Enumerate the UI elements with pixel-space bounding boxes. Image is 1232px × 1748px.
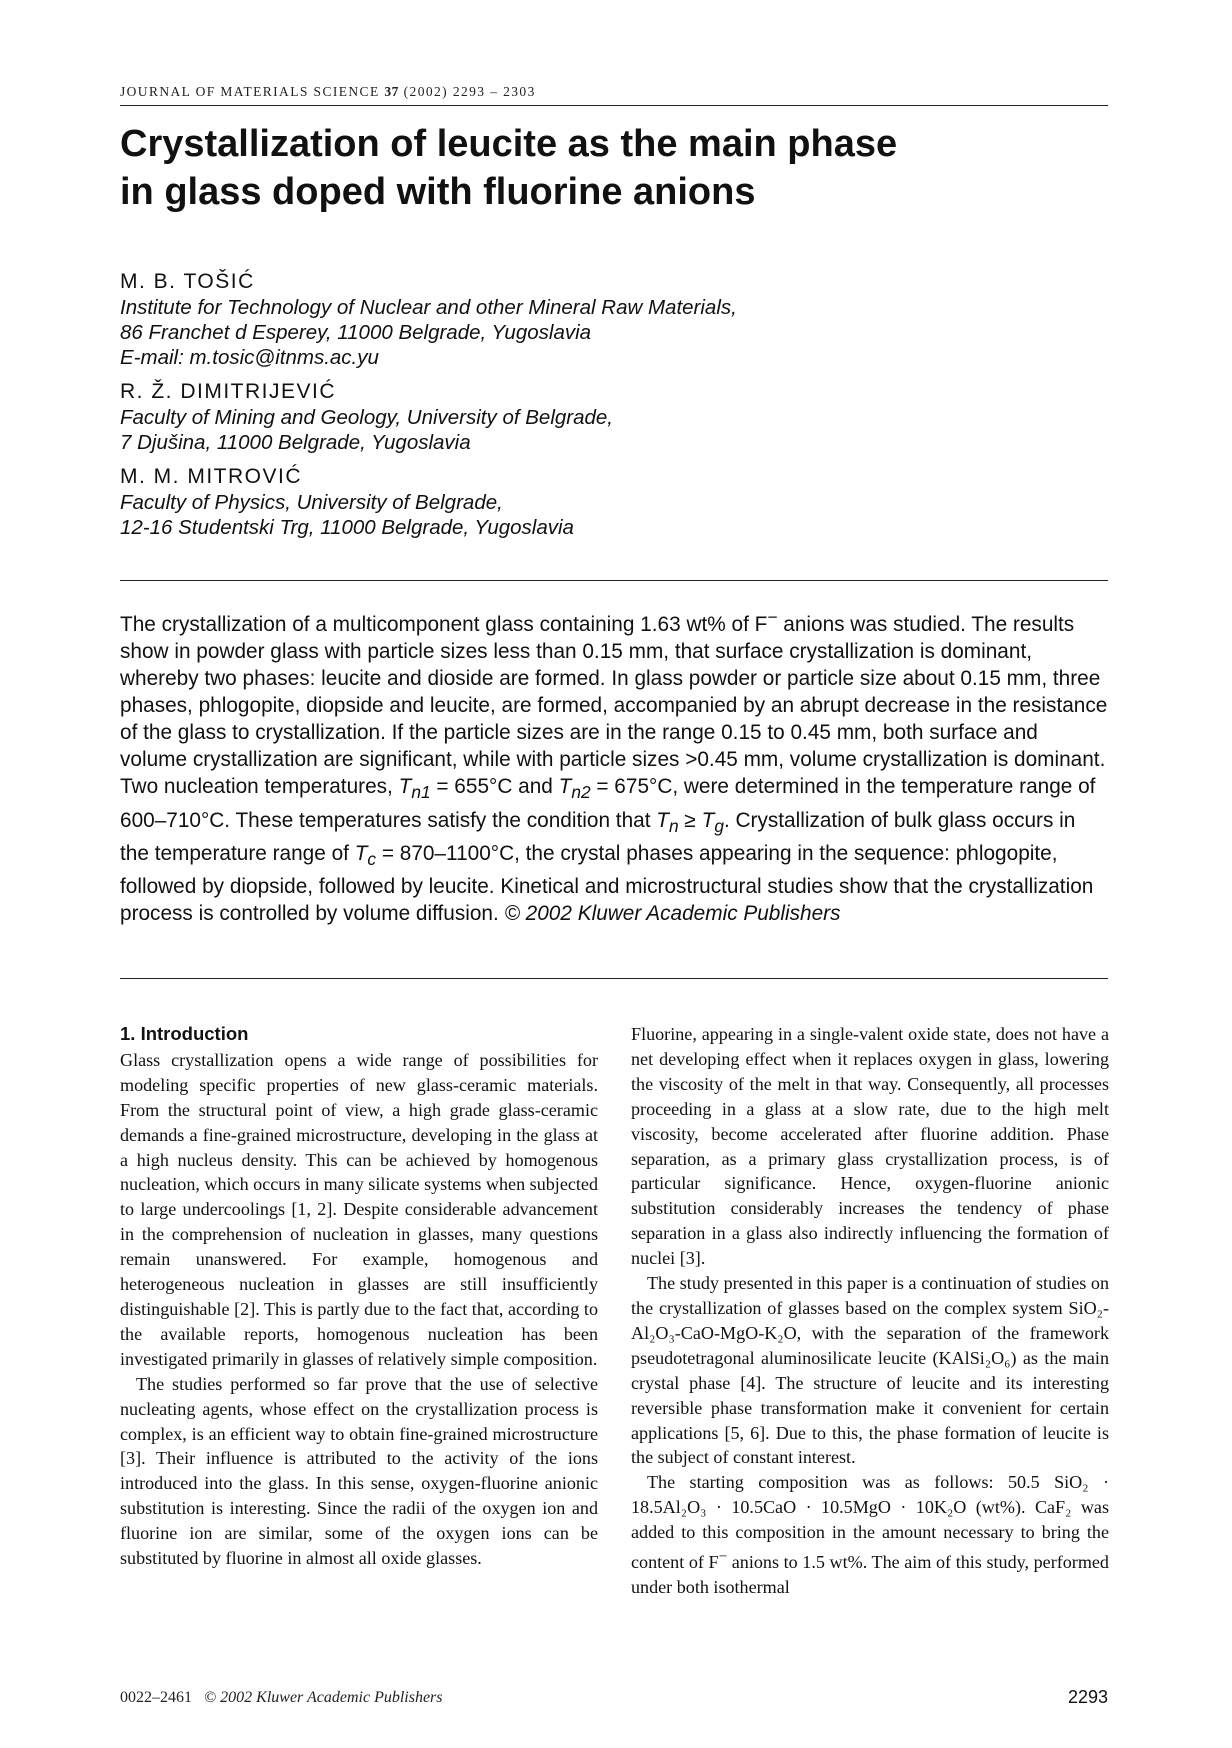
author-email: E-mail: m.tosic@itnms.ac.yu	[120, 346, 379, 369]
body-paragraph: The study presented in this paper is a continuation of studies on the crystallization of glasses based on the complex system SiO₂-Al₂O₃-CaO-MgO-K₂O, with the separation of the framework pseudotetragonal aluminosilicate leucite (KAlSi₂O₆) as the main crystal phase [4]. The structure of leucite and its interesting reversible phase transformation make it convenient for certain applications [5, 6]. Due to this, the phase formation of leucite is the subject of constant interest.	[631, 1273, 1109, 1468]
author-affiliation-line: Institute for Technology of Nuclear and other Mineral Raw Materials,	[120, 296, 737, 319]
abstract-copyright: © 2002 Kluwer Academic Publishers	[504, 902, 841, 926]
section-heading: 1. Introduction	[120, 1023, 249, 1044]
paper-title	[120, 120, 1100, 216]
journal-name: JOURNAL OF MATERIALS SCIENCE	[120, 84, 380, 99]
footer-issn-copyright	[120, 1689, 443, 1707]
author-affiliation-line: Faculty of Mining and Geology, University of Belgrade,	[120, 406, 614, 429]
title-line-1: Crystallization of leucite as the main phase	[120, 123, 898, 165]
author-block-1	[120, 269, 1100, 370]
author-affiliation-line: 86 Franchet d Esperey, 11000 Belgrade, Yugoslavia	[120, 321, 592, 344]
footer-code: 0022–2461	[120, 1689, 192, 1706]
author-block-3	[120, 464, 1100, 540]
author-block-2	[120, 379, 1100, 455]
author-name: M. B. TOŠIĆ	[120, 270, 255, 293]
journal-volume: 37	[384, 84, 399, 99]
author-affiliation-line: 7 Djušina, 11000 Belgrade, Yugoslavia	[120, 431, 471, 454]
body-paragraph: The studies performed so far prove that the use of selective nucleating agents, whose effect on the crystallization process is complex, is an efficient way to obtain fine-grained microstructure [3]. Their influence is attributed to the activity of the ions introduced into the glass. In this sense, oxygen-fluorine anionic substitution is interesting. Since the radii of the oxygen ion and fluorine ion are similar, some of the oxygen ions can be substituted by fluorine in almost all oxide glasses.	[120, 1373, 598, 1569]
author-name: R. Ž. DIMITRIJEVIĆ	[120, 380, 336, 403]
author-affiliation-line: Faculty of Physics, University of Belgrade,	[120, 491, 503, 514]
footer-copyright: © 2002 Kluwer Academic Publishers	[204, 1689, 443, 1706]
page-number: 2293	[1067, 1687, 1108, 1707]
body-paragraph: The starting composition was as follows: 50.5 SiO₂ · 18.5Al₂O₃ · 10.5CaO · 10.5MgO · 10K₂O (wt%). CaF₂ was added to this composition in the amount necessary to bring the content of F− anions to 1.5 wt%. The aim of this study, performed under both isothermal	[631, 1472, 1110, 1597]
journal-year-pages: (2002) 2293 – 2303	[403, 84, 536, 99]
title-line-2: in glass doped with fluorine anions	[120, 171, 756, 213]
body-column-right	[631, 1022, 1109, 1600]
body-paragraph: Fluorine, appearing in a single-valent oxide state, does not have a net developing effect when it replaces oxygen in glass, lowering the viscosity of the melt in that way. Consequently, all processes proceeding in a glass at a slow rate, due to the high melt viscosity, become accelerated after fluorine addition. Phase separation, as a primary glass crystallization process, is of particular significance. Hence, oxygen-fluorine anionic substitution considerably increases the tendency of phase separation in a glass also indirectly influencing the formation of nuclei [3].	[631, 1024, 1109, 1269]
author-name: M. M. MITROVIĆ	[120, 465, 302, 488]
body-paragraph: Glass crystallization opens a wide range of possibilities for modeling specific properties of new glass-ceramic materials. From the structural point of view, a high grade glass-ceramic demands a fine-grained microstructure, developing in the glass at a high nucleus density. This can be achieved by homogenous nucleation, which occurs in many silicate systems when subjected to large undercoolings [1, 2]. Despite considerable advancement in the comprehension of nucleation in glasses, many questions remain unanswered. For example, homogenous and heterogeneous nucleation in glasses are still insufficiently distinguishable [2]. This is partly due to the fact that, according to the available reports, homogenous nucleation has been investigated primarily in glasses of relatively simple composition.	[120, 1049, 598, 1369]
body-column-left	[120, 1022, 598, 1571]
abstract-bottom-rule	[120, 978, 1108, 979]
journal-header	[120, 84, 1108, 106]
author-list	[120, 269, 1100, 549]
author-affiliation-line: 12-16 Studentski Trg, 11000 Belgrade, Yugoslavia	[120, 516, 574, 539]
abstract: The crystallization of a multicomponent glass containing 1.63 wt% of F− anions was studied. The results show in powder glass with particle sizes less than 0.15 mm, that surface crystallization is dominant, whereby two phases: leucite and dioside are formed. In glass powder or particle size about 0.15 mm, three phases, phlogopite, diopside and leucite, are formed, accompanied by an abrupt decrease in the resistance of the glass to crystallization. If the particle sizes are in the range 0.15 to 0.45 mm, both surface and volume crystallization are significant, while with particle sizes >0.45 mm, volume crystallization is dominant. Two nucleation temperatures, $T_{n1} = 655^\circ C$ and $T_{n2} = 675^\circ C$, were determined in the temperature range of 600–710°C. These temperatures satisfy the condition that $T_n \ge T_g$. Crystallization of bulk glass occurs in the temperature range of $T_c = 870-1100^\circ C$, the crystal phases appearing in the sequence: phlogopite, followed by diopside, followed by leucite. Kinetical and microstructural studies show that the crystallization process is controlled by volume diffusion. © 2002 Kluwer Academic Publishers	[120, 607, 1108, 926]
abstract-top-rule	[120, 580, 1108, 581]
